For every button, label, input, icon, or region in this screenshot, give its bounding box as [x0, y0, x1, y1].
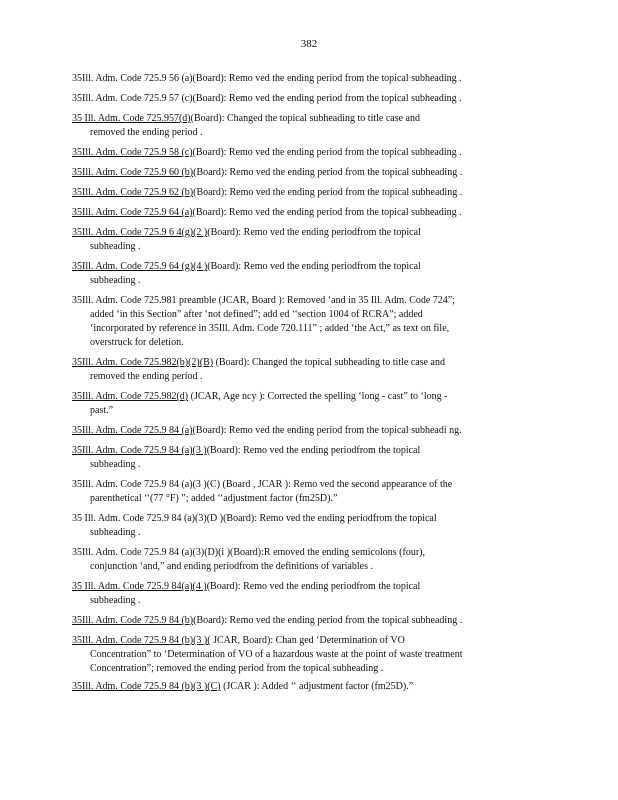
entry-line: [72, 680, 548, 694]
entry-text: (Board): Remo ved the ending period from the topical subheadi ng.: [192, 425, 462, 436]
entry-line: [72, 226, 548, 240]
entry-citation: 35Ill. Adm. Code 725.9 6 4(g)(2 ): [72, 227, 208, 238]
entry-item: [72, 72, 548, 86]
entry-line: [72, 186, 548, 200]
entry-continuation: subheading .: [90, 275, 141, 286]
entry-item: [72, 166, 548, 180]
entry-item: [72, 546, 548, 574]
entry-text: (Board): Remo ved the ending period from the topical subheading .: [193, 187, 463, 198]
entry-text: (Board): Remo ved the ending period from the topical subheading .: [193, 615, 463, 626]
entry-citation: 35Ill. Adm. Code 725.982(d): [72, 391, 189, 402]
entry-citation: 35Ill. Adm. Code 725.981 preamble: [72, 295, 217, 306]
entry-line: [72, 614, 548, 628]
entry-line: [72, 356, 548, 370]
entry-item: [72, 614, 548, 628]
entry-continuation: subheading .: [90, 527, 141, 538]
entry-citation: 35Ill. Adm. Code 725.9 84 (b)(3 )(: [72, 635, 211, 646]
entry-line: [72, 546, 548, 560]
entry-citation: 35 Ill. Adm. Code 725.9 84 (a)(3)(D ): [72, 513, 224, 524]
entry-citation: 35Ill. Adm. Code 725.9 62 (b): [72, 187, 194, 198]
entry-continuation: Concentration” to ‘Determination of VO of a hazardous waste at the point of waste treatment: [90, 649, 463, 660]
entry-citation: 35Ill. Adm. Code 725.9 58 (c): [72, 147, 193, 158]
entry-continuation: subheading .: [90, 459, 141, 470]
entry-line: [72, 478, 548, 492]
entry-citation: 35Ill. Adm. Code 725.9 60 (b): [72, 167, 194, 178]
entry-item: [72, 390, 548, 418]
entry-citation: 35Ill. Adm. Code 725.9 64 (g)(4 ): [72, 261, 208, 272]
entry-line: [72, 206, 548, 220]
entry-continuation: overstruck for deletion.: [90, 337, 184, 348]
entry-line: [72, 390, 548, 404]
entry-line: [72, 166, 548, 180]
entry-item: [72, 112, 548, 140]
entry-continuation: subheading .: [90, 241, 141, 252]
entry-line: [72, 260, 548, 274]
entry-citation: 35Ill. Adm. Code 725.9 64 (a): [72, 207, 193, 218]
entry-text: (Board): Remo ved the ending period from the topical subheading .: [192, 93, 462, 104]
entry-text: (Board): Remo ved the ending period from the topical subheading .: [193, 167, 463, 178]
entry-item: [72, 206, 548, 220]
entry-text: (Board): Remo ved the ending periodfrom the topical: [207, 227, 421, 238]
entry-line: [72, 72, 548, 86]
entry-item: [72, 260, 548, 288]
entry-continuation: Concentration”; removed the ending period from the topical subheading .: [90, 663, 384, 674]
entry-citation: 35Ill. Adm. Code 725.9 84 (b): [72, 615, 194, 626]
entry-continuation: past.”: [90, 405, 114, 416]
entry-text: (JCAR, Age ncy ): Corrected the spelling ‘long - cast” to ‘long -: [188, 391, 448, 402]
entry-text: (Board): Remo ved the ending periodfrom the topical: [206, 445, 421, 456]
entry-continuation: parenthetical ‘‘(77 °F) ”; added ‘‘adjustment factor (fm25D).”: [90, 493, 338, 504]
entry-text: (Board): Remo ved the ending periodfrom the topical: [223, 513, 437, 524]
entry-item: [72, 444, 548, 472]
entry-citation: 35Ill. Adm. Code 725.9 56 (a): [72, 73, 193, 84]
entry-line: [72, 580, 548, 594]
entry-line: [72, 424, 548, 438]
entry-continuation: conjunction ‘and,” and ending periodfrom the definitions of variables .: [90, 561, 373, 572]
entry-line: [72, 512, 548, 526]
page-number: 382: [300, 38, 318, 50]
entry-item: [72, 186, 548, 200]
entry-line: [72, 444, 548, 458]
entry-line: [72, 634, 548, 648]
entry-text: (Board): Changed the topical subheading to title case and: [190, 113, 420, 124]
entry-citation: 35Ill. Adm. Code 725.9 84 (b)(3 )(C): [72, 681, 221, 692]
entry-item: [72, 294, 548, 350]
entry-text: (Board): Remo ved the ending period from the topical subheading .: [192, 147, 462, 158]
entry-item: [72, 478, 548, 506]
entry-text: (Board): Remo ved the ending period from the topical subheading .: [192, 207, 462, 218]
entry-citation: 35Ill. Adm. Code 725.9 84 (a)(3 )(C): [72, 479, 221, 490]
entry-text: JCAR, Board): Chan ged ‘Determination of VO: [210, 635, 405, 646]
entry-text: (Board , JCAR ): Remo ved the second appearance of the: [220, 479, 453, 490]
entry-item: [72, 226, 548, 254]
entry-continuation: removed the ending period .: [90, 127, 203, 138]
entry-item: [72, 146, 548, 160]
entry-line: [72, 146, 548, 160]
entry-item: [72, 680, 548, 694]
entry-citation: 35 Ill. Adm. Code 725.9 84(a)(4 ): [72, 581, 207, 592]
entry-text: (Board): Changed the topical subheading to title case and: [213, 357, 445, 368]
entry-item: [72, 634, 548, 676]
entry-text: (Board): Remo ved the ending period from the topical subheading .: [192, 73, 462, 84]
entry-text: (JCAR ): Added ‘‘ adjustment factor (fm25D).”: [220, 681, 414, 692]
entry-item: [72, 512, 548, 540]
entry-line: [72, 294, 548, 308]
entry-text: (Board): Remo ved the ending periodfrom the topical: [207, 261, 421, 272]
entry-text: (JCAR, Board ): Removed ‘and in 35 Ill. Adm. Code 724”;: [216, 295, 456, 306]
entry-citation: 35Ill. Adm. Code 725.9 84 (a)(3)(D)(i ): [72, 547, 231, 558]
entry-continuation: removed the ending period .: [90, 371, 203, 382]
entry-item: [72, 580, 548, 608]
entry-item: [72, 424, 548, 438]
entry-line: [72, 92, 548, 106]
entry-citation: 35Ill. Adm. Code 725.9 84 (a)(3 ): [72, 445, 207, 456]
entry-line: [72, 112, 548, 126]
entry-continuation: added ‘in this Section” after ‘not defined”; add ed ‘‘section 1004 of RCRA”; added: [90, 309, 423, 320]
entry-continuation: subheading .: [90, 595, 141, 606]
entry-citation: 35Ill. Adm. Code 725.9 84 (a): [72, 425, 193, 436]
entry-text: (Board): Remo ved the ending periodfrom the topical: [206, 581, 421, 592]
entry-continuation: ‘incorporated by reference in 35Ill. Adm. Code 720.111” ; added ‘the Act,” as text on file,: [90, 323, 450, 334]
entry-item: [72, 356, 548, 384]
entry-citation: 35 Ill. Adm. Code 725.957(d): [72, 113, 191, 124]
entry-text: (Board):R emoved the ending semicolons (four),: [230, 547, 425, 558]
entry-item: [72, 92, 548, 106]
entry-citation: 35Ill. Adm. Code 725.9 57 (c): [72, 93, 193, 104]
entry-citation: 35Ill. Adm. Code 725.982(b)(2)(B): [72, 357, 214, 368]
